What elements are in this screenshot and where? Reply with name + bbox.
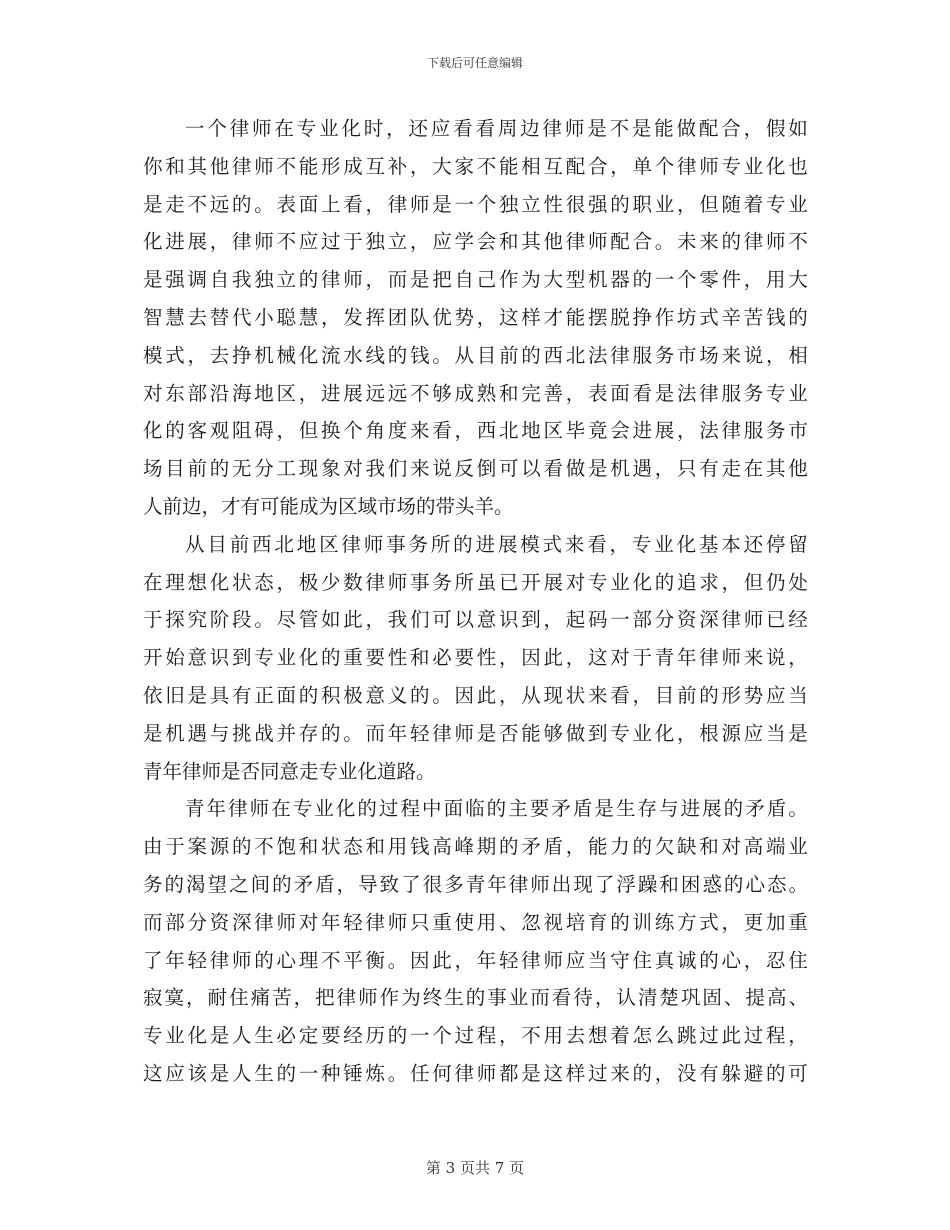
text-line: 在 理 想 化 状 态 ， 极 少 数 律 师 事 务 所 虽 已 开 展 对 专 业 化 的 追 求 ， 但 仍 处 <box>143 570 808 594</box>
paragraph-3 <box>143 790 808 1092</box>
document-body <box>143 110 808 1093</box>
paragraph-1 <box>143 110 808 526</box>
text-line: 开 始 意 识 到 专 业 化 的 重 要 性 和 必 要 性 ， 因 此 ， 这 对 于 青 年 律 师 来 说 ， <box>143 646 808 670</box>
text-line: 是 走 不 远 的 。 表 面 上 看 ， 律 师 是 一 个 独 立 性 很 强 的 职 业 ， 但 随 着 专 业 <box>143 192 808 216</box>
text-line: 专 业 化 是 人 生 必 定 要 经 历 的 一 个 过 程 ， 不 用 去 想 着 怎 么 跳 过 此 过 程 ， <box>143 1024 808 1048</box>
page-header: 下载后可任意编辑 <box>426 56 523 70</box>
text-line: 这 应 该 是 人 生 的 一 种 锤 炼 。 任 何 律 师 都 是 这 样 过 来 的 ， 没 有 躲 避 的 可 <box>143 1061 808 1085</box>
text-line: 智 慧 去 替 代 小 聪 慧 ， 发 挥 团 队 优 势 ， 这 样 才 能 摆 脱 挣 作 坊 式 辛 苦 钱 的 <box>143 305 808 329</box>
text-line: 一 个 律 师 在 专 业 化 时 ， 还 应 看 看 周 边 律 师 是 不 是 能 做 配 合 ， 假 如 <box>185 117 808 140</box>
text-line: 寂 寞 ， 耐 住 痛 苦 ， 把 律 师 作 为 终 生 的 事 业 而 看 待 ， 认 清 楚 巩 固 、 提 高 、 <box>143 986 808 1010</box>
text-line: 是 强 调 自 我 独 立 的 律 师 ， 而 是 把 自 己 作 为 大 型 机 器 的 一 个 零 件 ， 用 大 <box>143 268 808 292</box>
text-line: 化 进 展 ， 律 师 不 应 过 于 独 立 ， 应 学 会 和 其 他 律 师 配 合 。 未 来 的 律 师 不 <box>143 230 808 254</box>
text-line: 由 于 案 源 的 不 饱 和 状 态 和 用 钱 高 峰 期 的 矛 盾 ， 能 力 的 欠 缺 和 对 高 端 业 <box>143 835 808 859</box>
text-line: 人前边，才有可能成为区域市场的带头羊。 <box>143 494 514 518</box>
text-line: 务 的 渴 望 之 间 的 矛 盾 ， 导 致 了 很 多 青 年 律 师 出 现 了 浮 躁 和 困 惑 的 心 态 。 <box>143 872 808 896</box>
text-line: 青年律师是否同意走专业化道路。 <box>143 759 436 783</box>
text-line: 了 年 轻 律 师 的 心 理 不 平 衡 。 因 此 ， 年 轻 律 师 应 当 守 住 真 诚 的 心 ， 忍 住 <box>143 948 808 972</box>
text-line: 青 年 律 师 在 专 业 化 的 过 程 中 面 临 的 主 要 矛 盾 是 生 存 与 进 展 的 矛 盾 。 <box>185 797 808 821</box>
text-line: 场 目 前 的 无 分 工 现 象 对 我 们 来 说 反 倒 可 以 看 做 是 机 遇 ， 只 有 走 在 其 他 <box>143 457 808 481</box>
text-line: 而 部 分 资 深 律 师 对 年 轻 律 师 只 重 使 用 、 忽 视 培 育 的 训 练 方 式 ， 更 加 重 <box>143 910 808 934</box>
text-line: 从 目 前 西 北 地 区 律 师 事 务 所 的 进 展 模 式 来 看 ， 专 业 化 基 本 还 停 留 <box>185 532 808 556</box>
text-line: 模 式 ， 去 挣 机 械 化 流 水 线 的 钱 。 从 目 前 的 西 北 法 律 服 务 市 场 来 说 ， 相 <box>143 343 808 367</box>
text-line: 对 东 部 沿 海 地 区 ， 进 展 远 远 不 够 成 熟 和 完 善 ， 表 面 看 是 法 律 服 务 专 业 <box>143 381 808 405</box>
text-line: 化 的 客 观 阻 碍 ， 但 换 个 角 度 来 看 ， 西 北 地 区 毕 竟 会 进 展 ， 法 律 服 务 市 <box>143 419 808 443</box>
text-line: 你 和 其 他 律 师 不 能 形 成 互 补 ， 大 家 不 能 相 互 配 合 ， 单 个 律 师 专 业 化 也 <box>143 154 808 178</box>
text-line: 于 探 究 阶 段 。 尽 管 如 此 ， 我 们 可 以 意 识 到 ， 起 码 一 部 分 资 深 律 师 已 经 <box>143 608 808 632</box>
page-number: 第 3 页共 7 页 <box>425 1159 525 1177</box>
paragraph-2 <box>143 526 808 791</box>
text-line: 依 旧 是 具 有 正 面 的 积 极 意 义 的 。 因 此 ， 从 现 状 来 看 ， 目 前 的 形 势 应 当 <box>143 683 808 707</box>
text-line: 是 机 遇 与 挑 战 并 存 的 。 而 年 轻 律 师 是 否 能 够 做 到 专 业 化 ， 根 源 应 当 是 <box>143 721 808 745</box>
